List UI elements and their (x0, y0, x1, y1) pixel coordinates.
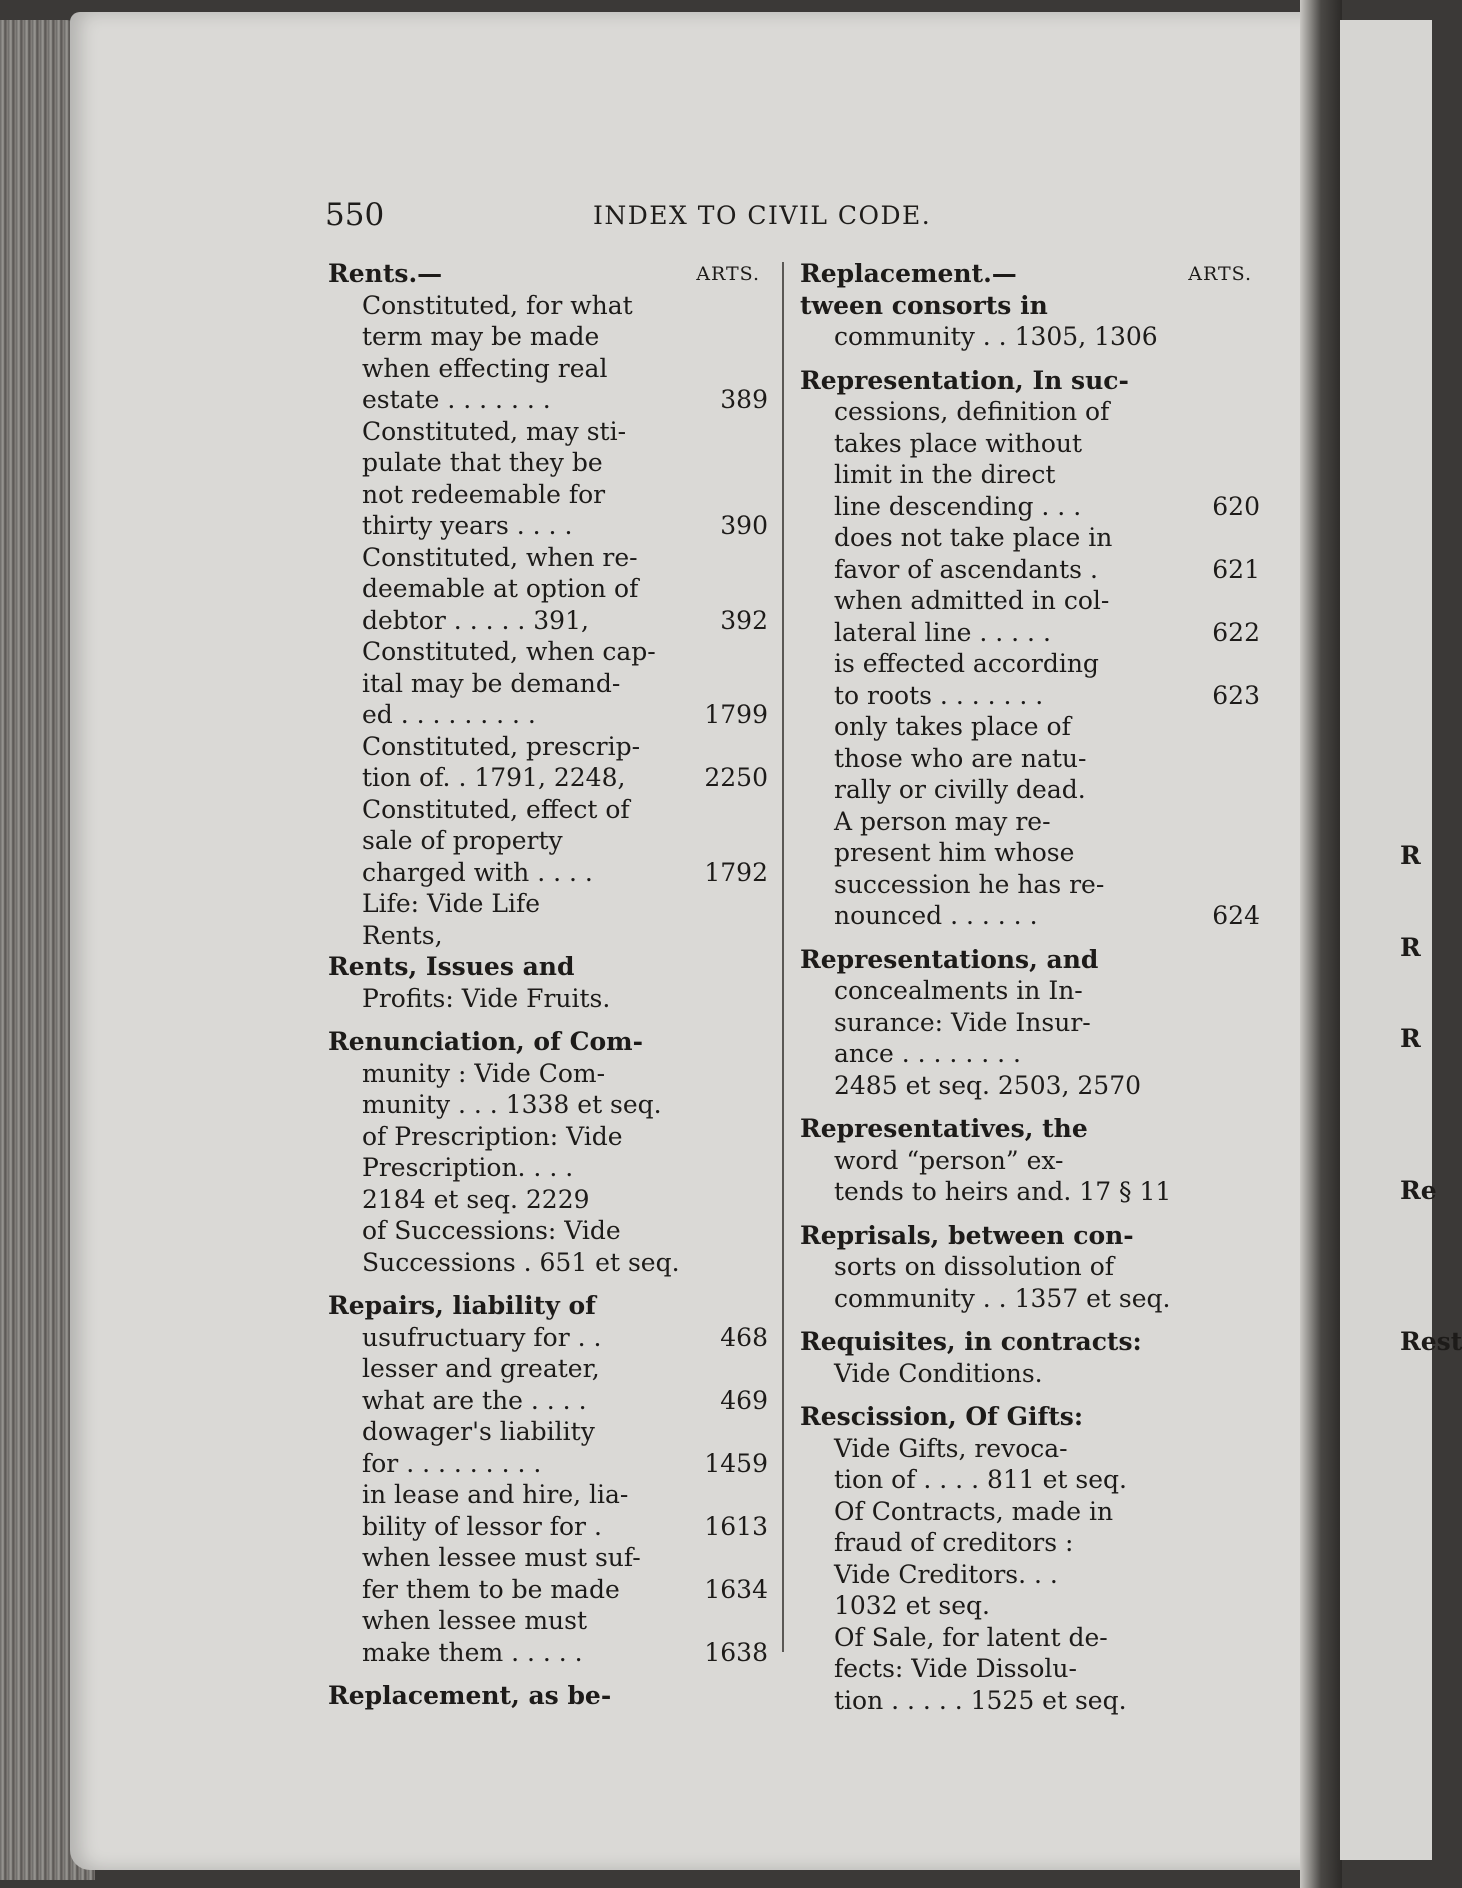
article-reference: 620 (1212, 491, 1260, 521)
index-line-text: nounced . . . . . . (834, 901, 1038, 930)
index-line-text: munity . . . 1338 et seq. (362, 1090, 662, 1119)
index-line-text: to roots . . . . . . . (834, 680, 1044, 710)
index-line (800, 396, 1260, 428)
index-line-text: Constituted, prescrip- (362, 731, 641, 761)
article-reference: 621 (1212, 554, 1260, 584)
index-line (800, 1464, 1260, 1496)
index-line-text: in lease and hire, lia- (362, 1480, 629, 1509)
index-line (800, 1038, 1260, 1070)
index-line-text: community . . 1305, 1306 (834, 322, 1158, 351)
index-line (362, 353, 768, 385)
index-line (800, 944, 1260, 976)
index-line (362, 447, 768, 479)
index-line (328, 1479, 768, 1511)
facing-page-fragment: Rest (1400, 1327, 1462, 1356)
index-line (800, 428, 1260, 460)
index-line-text: fects: Vide Dissolu- (834, 1654, 1077, 1683)
article-reference: 622 (1212, 617, 1260, 647)
facing-page-fragment: R (1400, 932, 1421, 962)
index-line (328, 1680, 768, 1712)
index-line-text: Constituted, for what (362, 290, 633, 320)
index-line-text: Of Sale, for latent de- (834, 1622, 1108, 1652)
index-entry (800, 1220, 1260, 1315)
index-line-text: tion of. . 1791, 2248, (362, 763, 626, 792)
index-line (800, 617, 1260, 649)
article-reference: 468 (720, 1322, 768, 1352)
index-line-text: fer them to be made (362, 1574, 620, 1604)
index-line (800, 1496, 1260, 1528)
article-reference: 1638 (704, 1637, 768, 1667)
index-line-text: Repairs, liability of (328, 1291, 596, 1320)
index-line (362, 762, 768, 794)
facing-page-fragment: R (1400, 1024, 1421, 1053)
book-gutter (1300, 0, 1342, 1888)
index-line-text: lesser and greater, (362, 1354, 600, 1383)
index-line-text: Prescription. . . . (362, 1153, 574, 1182)
index-line-text: deemable at option of (362, 574, 639, 603)
index-line-text: Replacement, as be- (328, 1681, 612, 1710)
index-line-text: usufructuary for . . (362, 1322, 602, 1352)
index-line (800, 806, 1260, 838)
index-line-text: concealments in In- (834, 976, 1083, 1005)
page-number: 550 (325, 197, 385, 233)
article-reference: 2250 (704, 763, 768, 792)
index-line-text: not redeemable for (362, 479, 606, 509)
index-line (800, 1358, 1260, 1390)
index-heading: Rents.— (328, 259, 443, 288)
index-entry (328, 1026, 768, 1278)
index-entries-left (328, 951, 768, 1724)
index-line (362, 699, 768, 731)
index-line-text: Vide Creditors. . . (834, 1559, 1058, 1589)
index-line (800, 1113, 1260, 1145)
index-line (328, 1574, 768, 1606)
index-line (328, 1542, 768, 1574)
index-line-text: munity : Vide Com- (362, 1058, 606, 1088)
arts-label: ARTS. (1188, 263, 1252, 285)
index-line-text: when effecting real (362, 353, 608, 383)
index-line-text: does not take place in (834, 523, 1113, 552)
index-line-text: make them . . . . . (362, 1637, 583, 1667)
article-reference: 1459 (704, 1448, 768, 1478)
index-line-text: thirty years . . . . (362, 511, 573, 540)
index-line-text: line descending . . . (834, 491, 1082, 521)
index-line-text: ed . . . . . . . . . (362, 700, 536, 729)
index-line-text: 1032 et seq. (834, 1591, 990, 1620)
index-line-text: is effected according (834, 649, 1099, 678)
index-line (328, 951, 768, 983)
index-line (328, 1215, 768, 1247)
index-line-text: A person may re- (834, 806, 1051, 836)
index-line-text: Rents, (362, 920, 443, 950)
index-line (800, 1590, 1260, 1622)
index-line-text: when lessee must suf- (362, 1543, 641, 1572)
index-line (800, 1401, 1260, 1433)
article-reference: 1799 (704, 700, 768, 729)
index-line (800, 1007, 1260, 1039)
index-line (328, 983, 768, 1015)
index-line (362, 668, 768, 700)
index-line (800, 554, 1260, 586)
index-line (800, 900, 1260, 932)
column-heading (800, 258, 1260, 290)
index-line (800, 290, 1260, 322)
index-line-text: community . . 1357 et seq. (834, 1283, 1171, 1313)
running-title: INDEX TO CIVIL CODE. (593, 201, 932, 230)
index-line (800, 743, 1260, 775)
index-line-text: tion . . . . . 1525 et seq. (834, 1685, 1127, 1715)
index-line-text: Representations, and (800, 944, 1099, 974)
index-line (362, 479, 768, 511)
index-line-text: present him whose (834, 838, 1075, 867)
index-line (362, 321, 768, 353)
index-line (328, 1247, 768, 1279)
index-line (328, 1184, 768, 1216)
index-line (800, 585, 1260, 617)
index-line (362, 857, 768, 889)
index-line (800, 711, 1260, 743)
index-line-text: when lessee must (362, 1606, 588, 1635)
column-heading (328, 258, 768, 290)
facing-page-margin-text (1400, 840, 1462, 1478)
index-line-text: when admitted in col- (834, 586, 1110, 615)
index-line-text: ance . . . . . . . . (834, 1039, 1021, 1068)
index-line (800, 491, 1260, 523)
index-line-text: Reprisals, between con- (800, 1220, 1134, 1250)
page-header (325, 197, 975, 237)
index-line-text: Constituted, when cap- (362, 637, 656, 666)
article-reference: 389 (720, 385, 768, 414)
index-heading: Replacement.— (800, 259, 1017, 288)
index-entry (328, 1680, 768, 1712)
facing-page-fragment: Re (1400, 1175, 1437, 1205)
article-reference: 392 (720, 605, 768, 635)
index-line (328, 1448, 768, 1480)
index-line-text: limit in the direct (834, 460, 1056, 489)
column-divider (782, 262, 784, 1652)
index-line-text: cessions, definition of (834, 397, 1110, 426)
index-line-text: Life: Vide Life (362, 889, 541, 918)
index-line (362, 605, 768, 637)
index-line (800, 1433, 1260, 1465)
index-line (362, 510, 768, 542)
index-line (800, 1326, 1260, 1358)
index-line-text: pulate that they be (362, 448, 603, 477)
index-line-text: what are the . . . . (362, 1385, 587, 1415)
index-line-text: fraud of creditors : (834, 1528, 1074, 1557)
index-line-text: Vide Conditions. (834, 1358, 1043, 1388)
index-line (800, 1251, 1260, 1283)
index-line-text: word “person” ex- (834, 1145, 1064, 1175)
index-line (328, 1605, 768, 1637)
index-entry (800, 1326, 1260, 1389)
index-line-text: Profits: Vide Fruits. (362, 983, 611, 1013)
index-line-text: lateral line . . . . . (834, 617, 1051, 647)
index-line (800, 774, 1260, 806)
index-line-text: of Successions: Vide (362, 1216, 621, 1245)
index-line (800, 680, 1260, 712)
article-reference: 390 (720, 511, 768, 540)
index-line-text: bility of lessor for . (362, 1511, 602, 1541)
index-line-text: surance: Vide Insur- (834, 1007, 1091, 1037)
index-line (800, 1145, 1260, 1177)
index-line-text: rally or civilly dead. (834, 775, 1086, 804)
index-line (800, 522, 1260, 554)
index-line-text: Rents, Issues and (328, 952, 575, 981)
facing-page-fragment: R (1400, 841, 1421, 870)
index-line-text: sorts on dissolution of (834, 1252, 1115, 1281)
index-line (328, 1511, 768, 1543)
arts-label: ARTS. (696, 263, 760, 285)
index-line-text: only takes place of (834, 712, 1071, 741)
index-line (362, 794, 768, 826)
article-reference: 624 (1212, 901, 1260, 930)
index-line (800, 1220, 1260, 1252)
article-reference: 1792 (704, 857, 768, 887)
index-line-text: for . . . . . . . . . (362, 1448, 542, 1478)
index-line (800, 459, 1260, 491)
index-line (800, 1283, 1260, 1315)
index-line-text: term may be made (362, 322, 600, 351)
index-line (328, 1058, 768, 1090)
index-line (328, 1416, 768, 1448)
index-line-text: estate . . . . . . . (362, 385, 551, 414)
index-line-text: tion of . . . . 811 et seq. (834, 1465, 1127, 1494)
index-column-right (800, 258, 1260, 1728)
index-line (800, 1622, 1260, 1654)
index-line-text: Constituted, effect of (362, 794, 630, 824)
index-line-text: tends to heirs and. 17 § 11 (834, 1177, 1172, 1206)
index-line-text: Vide Gifts, revoca- (834, 1433, 1068, 1463)
index-line (328, 1637, 768, 1669)
index-entry (328, 951, 768, 1014)
index-line-text: favor of ascendants . (834, 554, 1098, 584)
index-line-text: Representatives, the (800, 1114, 1088, 1143)
index-line (362, 573, 768, 605)
index-line (328, 1353, 768, 1385)
index-line-text: 2184 et seq. 2229 (362, 1184, 590, 1214)
index-line (800, 1685, 1260, 1717)
index-line (800, 648, 1260, 680)
index-line-text: Representation, In suc- (800, 365, 1129, 395)
index-line-text: Requisites, in contracts: (800, 1327, 1142, 1356)
index-line (800, 869, 1260, 901)
index-entry (800, 290, 1260, 353)
index-line-text: Of Contracts, made in (834, 1496, 1114, 1526)
index-line (328, 1290, 768, 1322)
index-line-text: tween consorts in (800, 290, 1048, 320)
index-line (800, 321, 1260, 353)
index-line-text: Renunciation, of Com- (328, 1027, 643, 1056)
index-line-text: Successions . 651 et seq. (362, 1247, 680, 1277)
index-line (362, 290, 768, 322)
article-reference: 623 (1212, 680, 1260, 710)
rents-subentries (328, 290, 768, 952)
index-line-text: succession he has re- (834, 869, 1105, 899)
index-line-text: Constituted, may sti- (362, 416, 627, 446)
index-line (328, 1385, 768, 1417)
index-line (328, 1026, 768, 1058)
article-reference: 469 (720, 1385, 768, 1415)
index-column-left (328, 258, 768, 1724)
index-line-text: charged with . . . . (362, 857, 593, 887)
article-reference: 1613 (704, 1511, 768, 1541)
index-entry (800, 944, 1260, 1102)
index-line (328, 1152, 768, 1184)
index-line (800, 1653, 1260, 1685)
index-line-text: Rescission, Of Gifts: (800, 1402, 1084, 1431)
index-line-text: sale of property (362, 826, 563, 855)
index-line-text: those who are natu- (834, 743, 1087, 773)
index-line (328, 1089, 768, 1121)
index-entry (800, 1113, 1260, 1208)
index-entries-right (800, 290, 1260, 1729)
article-reference: 1634 (704, 1574, 768, 1604)
index-line (362, 825, 768, 857)
index-line (800, 975, 1260, 1007)
index-entry (800, 365, 1260, 932)
index-line-text: of Prescription: Vide (362, 1121, 623, 1151)
index-line (362, 920, 768, 952)
index-line (362, 636, 768, 668)
index-line (800, 1070, 1260, 1102)
index-line (800, 837, 1260, 869)
index-line (800, 365, 1260, 397)
index-line (800, 1176, 1260, 1208)
index-line (328, 1121, 768, 1153)
index-line (362, 384, 768, 416)
index-line (362, 416, 768, 448)
index-entry (800, 1401, 1260, 1716)
index-line (362, 731, 768, 763)
index-line (800, 1527, 1260, 1559)
index-line (362, 542, 768, 574)
index-line-text: dowager's liability (362, 1417, 595, 1446)
index-line-text: 2485 et seq. 2503, 2570 (834, 1070, 1142, 1100)
index-line (800, 1559, 1260, 1591)
index-entry (328, 1290, 768, 1668)
index-line-text: Constituted, when re- (362, 542, 638, 572)
index-line-text: debtor . . . . . 391, (362, 605, 589, 635)
index-line-text: takes place without (834, 428, 1083, 458)
index-line (328, 1322, 768, 1354)
index-line (362, 888, 768, 920)
index-line-text: ital may be demand- (362, 668, 621, 698)
